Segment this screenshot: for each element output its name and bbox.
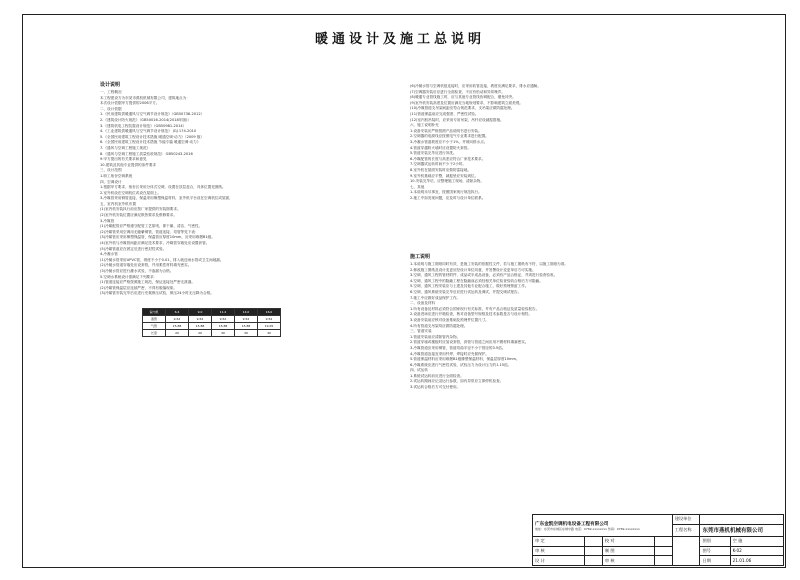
date-label: 日期	[700, 556, 730, 566]
pipe-table-cell: 液管	[143, 316, 166, 323]
design-label: 设 计	[533, 556, 585, 566]
note-line: (3)冷媒管应采用橡塑保温管，保温管应厚度10mm，应采用难燃B1级。	[100, 235, 215, 240]
note-line: 6.《全国民用建筑工程设计技术措施 节能专篇 暖通空调·动力》	[100, 140, 201, 145]
note-line: 5.空调水系统设计需满足下列要求：	[100, 274, 158, 279]
note-line: 1.所有设备及材料必须符合国家现行有关标准，并有产品合格证及质量检验报告。	[410, 306, 540, 311]
draw-label: 制 图	[602, 546, 654, 556]
number-value: K-02	[730, 546, 783, 556]
design-heading: 设计说明	[100, 82, 121, 88]
note-line: 四、空调设计	[100, 179, 122, 184]
note-line: 三、设计范围	[100, 168, 122, 173]
note-line: (2)冷媒管保温层应连续严密，不得有脱落现象。	[100, 285, 177, 290]
note-line: (12)室内机吊装时，应采用专用吊架，吊杆应设减振措施。	[410, 117, 504, 122]
note-line: 1.《民用建筑供暖通风与空气调节设计规范》（GB50736-2012）	[100, 112, 205, 117]
note-line: 3.试运转合格后方可交付使用。	[410, 385, 461, 390]
pipe-table-cell: 9.52	[166, 316, 189, 323]
note-line: 5.管道安装完毕应进行冲洗。	[410, 151, 457, 156]
pipe-table-cell: 9.52	[189, 316, 212, 323]
pipe-table-row	[143, 323, 281, 330]
note-line: (9)室外机安装高度及位置应满足当地规划要求，不影响建筑立面美观。	[410, 100, 523, 105]
pipe-table-cell: 30	[258, 330, 281, 337]
design-lines	[100, 90, 405, 297]
note-line: (2)冷媒管采用空调用无缝紫铜管，管道连接、弯管等见下表：	[100, 229, 199, 234]
right-lines	[410, 84, 710, 201]
pipe-table-cell: 11.2	[212, 309, 235, 316]
pipe-table-cell: 15.88	[189, 323, 212, 330]
note-line: 2.《建筑设计防火规范》（GB50016-2014(2018年版)）	[100, 117, 192, 122]
note-line: 5.《全国民用建筑工程设计技术措施 暖通空调·动力》（2009 版）	[100, 134, 205, 139]
note-line: 7.空调器试运转时间不少于2小时。	[410, 162, 467, 167]
sheet-title: 暖通设计及施工总说明	[314, 32, 485, 47]
note-line: 1.管道安装前应清除管内杂物。	[410, 334, 461, 339]
pipe-table-cell: 9.52	[212, 316, 235, 323]
pipe-table-cell: 30	[212, 330, 235, 337]
pipe-table-row	[143, 330, 281, 337]
project-name-label: 工程名称	[672, 524, 700, 536]
note-line: 二、设计依据	[100, 106, 122, 111]
note-line: 4.冷媒管道连接宜采用钎焊，焊接时应充氮保护。	[410, 351, 489, 356]
pipe-table-cell: 19.05	[258, 323, 281, 330]
pipe-table-cell: 长度	[143, 330, 166, 337]
note-line: 4.空调、通风工程中的隐蔽工程在隐蔽前必须经相关单位检查验收合格后方可隐蔽。	[410, 278, 543, 283]
note-line: 1.系统试运转前应进行全面检查。	[410, 373, 464, 378]
note-line: (8)暖通专业管线施工时，应与其他专业管线协调配合，避免冲突。	[410, 95, 516, 100]
pipe-table-cell: 15.88	[212, 323, 235, 330]
construction-heading: 施工说明	[410, 254, 431, 260]
note-line: 6.冷媒配管的长度与高差应符合厂家技术要求。	[410, 156, 486, 161]
note-line: 3.冷凝水管道坡度应不小于1%，并坡向排水点。	[410, 139, 488, 144]
note-line: 6.空调、通风系统安装完毕后应进行试运转及调试，并提交调试报告。	[410, 289, 522, 294]
note-line: 六、施工说明补充	[410, 123, 439, 128]
note-line: 10.建筑及其他专业提供的条件要求	[100, 162, 157, 167]
note-line: (1)冷凝水管采用UPVC管，坡度不小于0.01，排入就近雨水管或卫生间地漏。	[100, 257, 224, 262]
pipe-table-cell: 9.0	[189, 309, 212, 316]
pipe-table-cell: 30	[235, 330, 258, 337]
check-label: 审 核	[533, 546, 585, 556]
note-line: 3.冷媒管道应采用铜管，管道弯曲半径不小于管径的3.5倍。	[410, 345, 506, 350]
note-line: 5.管道保温材料应采用难燃B1级橡塑保温材料，保温层厚度10mm。	[410, 357, 520, 362]
note-line: 二、设备及材料	[410, 301, 436, 306]
pipe-table-cell: 9.52	[258, 316, 281, 323]
note-line: 2.室外机设在空调机位或设在屋面上。	[100, 190, 161, 195]
note-line: 四、试运转	[410, 368, 428, 373]
note-line: 1.根据甲方要求，宿舍区采用分体式空调，设置在顶层盖合，具体位置见图纸。	[100, 185, 226, 190]
note-line: 1.本说明未尽事宜，按照国家现行规范执行。	[410, 190, 482, 195]
note-line: 三、管道安装	[410, 329, 432, 334]
pipe-table-cell: 15.88	[235, 323, 258, 330]
approve-label: 审 定	[533, 537, 585, 547]
company-name: 广东金凯空调机电设备工程有限公司	[535, 521, 609, 527]
note-line: (1)室内机安装执行前应按厂家提供的安装图要求。	[100, 207, 181, 212]
pipe-table-cell: 15.88	[166, 323, 189, 330]
note-line: 3.冷媒管采用铜管连接，保温采用橡塑保温材料，室外机平台设在空调机位或屋面，	[100, 196, 233, 201]
note-line: 2.设备进场应进行开箱检查，核对设备型号规格及技术参数是否与设计相符。	[410, 312, 533, 317]
pipe-table-cell: 气管	[143, 323, 166, 330]
date-value: 21.01.06	[730, 556, 783, 566]
pipe-size-table	[142, 308, 281, 337]
right-notes-column	[410, 84, 710, 264]
note-line: (2)冷凝水管道穿墙处应设套管，并用柔性材料填充密实。	[100, 263, 192, 268]
note-line: 4.冷凝水管	[100, 252, 118, 257]
note-line: 七、其他	[410, 184, 425, 189]
note-line: 5.空调、通风工程安装应与土建及其他专业配合施工，做好预埋预留工作。	[410, 284, 529, 289]
note-line: (1)管道连接应严格按照施工规范，保证连接处严密无泄漏。	[100, 280, 195, 285]
company-cell	[533, 515, 673, 537]
note-line: (6)冷凝水管与空调机组连接时，应采用软管连接，坡度应满足要求，排水应通畅。	[410, 84, 541, 88]
note-line: 五、室内机室外机布置	[100, 201, 136, 206]
note-line: 2.修改施工图纸及设计变更应经设计单位同意，并签署设计变更单后方可实施。	[410, 267, 536, 272]
title-block	[532, 514, 784, 566]
note-line: 2.施工中如发现问题，应及时与设计单位联系。	[410, 195, 486, 200]
note-line: 7.施工中应做好成品保护工作。	[410, 295, 461, 300]
project-label: 建设单位	[672, 515, 700, 525]
verify-label: 审 核	[602, 556, 654, 566]
pipe-table-row	[143, 316, 281, 323]
note-line: 2.试运转期间应记录运行参数，如有异常应立即停机检查。	[410, 379, 504, 384]
company-sub: 地址：东莞市东城区东城中路 电话：0769-xxxxxxxx 传真：0769-xxxxxxxx	[535, 526, 640, 531]
stage-label: 图别	[700, 537, 730, 547]
note-line: 3.《建筑机电工程抗震设计规范》（GB50981-2014）	[100, 123, 187, 128]
note-line: (3)冷媒管安装完毕后应进行充氮保压试验，保压24小时无压降为合格。	[100, 291, 214, 296]
note-line: 3.冷媒管	[100, 218, 115, 223]
pipe-table-cell: 9.52	[235, 316, 258, 323]
pipe-table-cell: 20	[166, 330, 189, 337]
construction-lines	[410, 262, 710, 391]
note-line: 1.本说明与施工图纸同时有效，是施工安装的依据性文件，若与施工图纸有不符，以施工图纸为准。	[410, 262, 568, 266]
note-line: 1.设备安装应严格按照产品说明书进行安装。	[410, 128, 482, 133]
note-line: 一、工程概况	[100, 90, 122, 94]
number-label: 图号	[700, 546, 730, 556]
note-line: 1.职工宿舍空调系统	[100, 173, 133, 178]
note-line: 6.冷媒系统应进行气密性试验，试验压力为设计压力的1.15倍。	[410, 362, 512, 367]
note-line: 4.管道穿越防火墙时应设置防火套管。	[410, 145, 471, 150]
note-line: 3.设备安装前应核对设备基础及预埋件位置尺寸。	[410, 317, 489, 322]
pipe-table-cell: 20	[189, 330, 212, 337]
proof-label: 校 对	[602, 537, 654, 547]
note-line: 本工程建设方为东莞市燕机机械有限公司，建筑地点为：	[100, 95, 190, 100]
pipe-table-cell: 14.0	[235, 309, 258, 316]
note-line: (1)冷媒配管应严格遵守配管工艺原则，即干燥、清洁、气密性。	[100, 224, 203, 229]
note-line: 3.空调、通风工程的管材附件、成品或半成品设备，必须有产品合格证，并须进行检查验收。	[410, 273, 558, 278]
note-line: (3)冷凝水管应进行灌水试验，不渗漏为合格。	[100, 269, 174, 273]
note-line: 2.管道穿墙或楼板时应加设套管，套管与管道之间应用不燃材料填塞密实。	[410, 340, 529, 345]
project-name: 东莞市燕机机械有限公司	[700, 524, 784, 536]
note-line: 8.室外机在屋面安装时应做防雷接地。	[410, 167, 471, 172]
note-line: 本次设计依据甲方提供的2006平方。	[100, 101, 160, 106]
note-line: (11)管道保温前应完成强度、严密性试验。	[410, 111, 479, 116]
note-line: (10)冷媒管道支吊架间距应符合规范要求，支吊架应做防腐处理。	[410, 106, 515, 111]
note-line: 7.《通风与空调工程施工规范》	[100, 145, 151, 150]
construction-notes-column	[410, 252, 710, 447]
stage-value: 空 施	[730, 537, 783, 547]
note-line: (4)室外机与冷媒管间距应满足技术要求，冷媒管穿墙处应设置套管。	[100, 241, 210, 246]
note-line: (2)室外机安装位置应满足散热要求及维修要求。	[100, 213, 177, 218]
note-line: 8.《通风与空调工程施工质量验收规范》 GB50243-2016	[100, 151, 193, 156]
note-line: (5)冷媒管道应在固定后进行密封性试验。	[100, 246, 167, 251]
note-line: 10.安装完毕后，应整理施工现场，清除杂物。	[410, 179, 484, 184]
note-line: 9.室外机基础应平整，减振垫应安装到位。	[410, 173, 479, 178]
design-notes-column	[100, 80, 405, 440]
note-line: 2.空调器的电源线应按照电气专业要求进行配置。	[410, 134, 489, 139]
pipe-table-cell: 室内机	[143, 309, 166, 316]
pipe-table-cell: 6.4	[166, 309, 189, 316]
pipe-table-header	[143, 309, 281, 316]
pipe-table-cell: 16.0	[258, 309, 281, 316]
note-line: 4.《工业建筑供暖通风与空气调节设计规范》 JGJ 174-2010	[100, 129, 197, 134]
note-line: 9.甲方提出的有关要求和意见	[100, 157, 147, 162]
note-line: (7)空调器安装后应进行全面检查，不应有松动和异常噪声。	[410, 89, 505, 94]
note-line: 4.所有管道支吊架均应做防腐处理。	[410, 323, 468, 328]
